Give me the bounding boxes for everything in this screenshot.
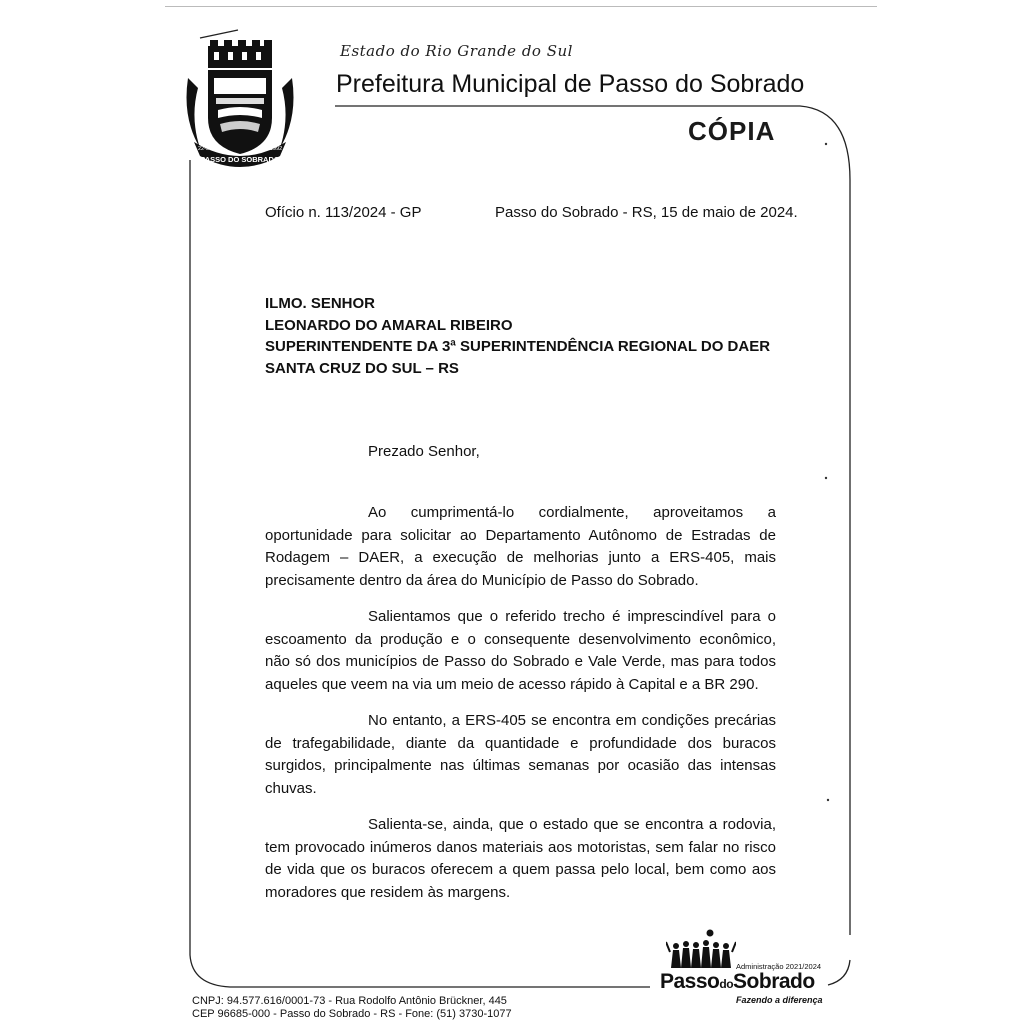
addressee-line: SUPERINTENDENTE DA 3ª SUPERINTENDÊNCIA REGIONAL DO DAER (265, 338, 771, 355)
logo-word-sobrado: Sobrado (733, 970, 815, 993)
footer-contact (192, 995, 512, 1021)
state-name: Estado do Rio Grande do Sul (340, 42, 573, 60)
municipality-title: Prefeitura Municipal de Passo do Sobrado (336, 70, 805, 98)
people-group-icon (666, 928, 736, 970)
body-paragraph: Salienta-se, ainda, que o estado que se encontra a rodovia, tem provocado inúmeros danos materiais aos motoristas, sem falar no risco de vida que os buracos oferecem a quem passa pelo local, bem como aos moradores que residem às margens. (265, 816, 776, 901)
logo-word-passo: Passo (660, 970, 720, 993)
office-number: Ofício n. 113/2024 - GP (265, 204, 422, 221)
crest-year-left: 22-3 (198, 146, 210, 152)
addressee-block (265, 293, 770, 379)
footer-line-2: CEP 96685-000 - Passo do Sobrado - RS - Fone: (51) 3730-1077 (192, 1008, 512, 1020)
place-and-date: Passo do Sobrado - RS, 15 de maio de 2024. (495, 204, 798, 221)
body-paragraph: Salientamos que o referido trecho é imprescindível para o escoamento da produção e o consequente desenvolvimento econômico, não só dos municípios de Passo do Sobrado e Vale Verde, mas para todos aqueles que veem na via um meio de acesso rápido à Capital e a BR 290. (265, 608, 776, 693)
copy-stamp: CÓPIA (688, 116, 776, 146)
letter-body (265, 502, 776, 918)
crest-year-right: 1992 (270, 146, 283, 152)
addressee-line: LEONARDO DO AMARAL RIBEIRO (265, 316, 513, 334)
footer-line-1: CNPJ: 94.577.616/0001-73 - Rua Rodolfo Antônio Brückner, 445 (192, 995, 507, 1007)
logo-word-do: do (719, 977, 734, 991)
body-paragraph: No entanto, a ERS-405 se encontra em condições precárias de trafegabilidade, diante da quantidade e profundidade dos buracos surgidos, principalmente nas últimas semanas por ocasião das intensas chuvas. (265, 712, 776, 797)
logo-wordmark (660, 970, 815, 994)
addressee-line: ILMO. SENHOR (265, 295, 376, 312)
addressee-line: SANTA CRUZ DO SUL – RS (265, 359, 459, 377)
body-paragraph: Ao cumprimentá-lo cordialmente, aproveitamos a oportunidade para solicitar ao Departamento Autônomo de Estradas de Rodagem – DAER, a execução de melhorias junto a ERS-405, mais precisamente dentro da área do Município de Passo do Sobrado. (265, 504, 776, 589)
crest-ring-text: PASSO DO SOBRADO (200, 155, 280, 164)
municipal-crest (180, 38, 300, 178)
administration-logo (656, 928, 826, 1012)
administration-period: Administração 2021/2024 (736, 962, 822, 971)
salutation: Prezado Senhor, (368, 443, 480, 460)
logo-tagline: Fazendo a diferença (736, 995, 823, 1005)
